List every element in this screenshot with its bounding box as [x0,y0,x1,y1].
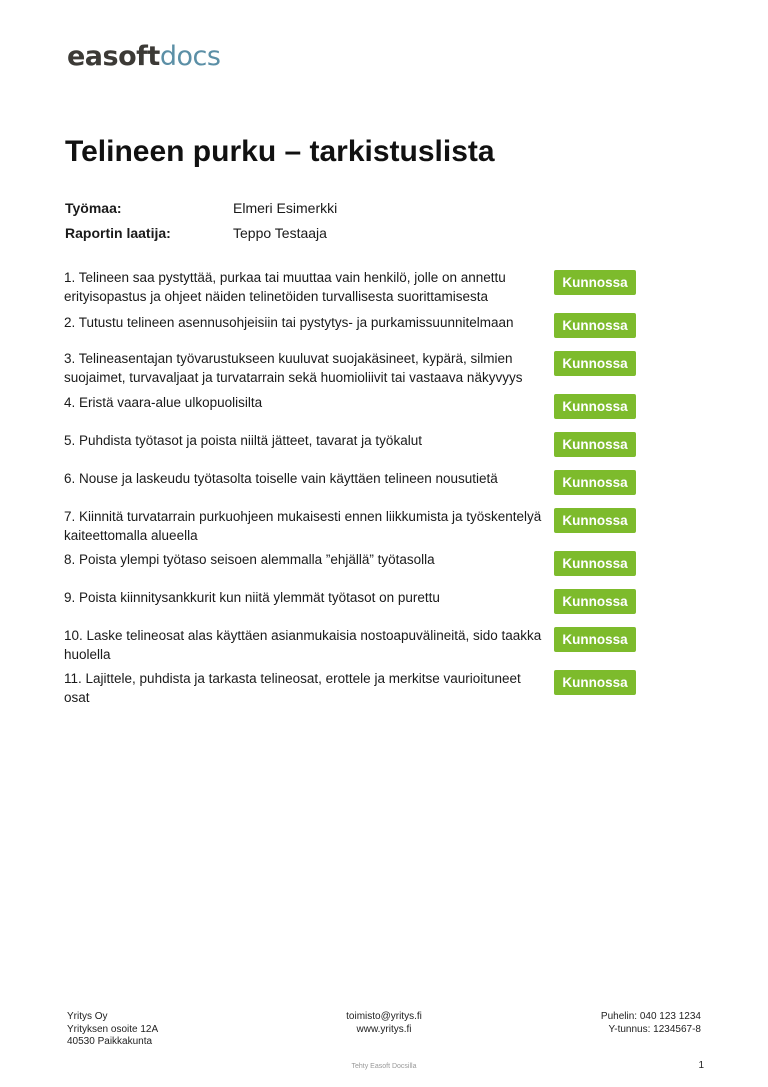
status-badge[interactable]: Kunnossa [554,627,636,652]
info-value: Elmeri Esimerkki [233,200,338,216]
company-city: 40530 Paikkakunta [67,1036,153,1047]
checklist-item [64,349,636,387]
logo-part-docs: docs [159,41,221,72]
status-badge[interactable]: Kunnossa [554,551,636,576]
status-badge[interactable]: Kunnossa [554,470,636,495]
checklist-item [64,626,636,664]
checklist-item-text: 5. Puhdista työtasot ja poista niiltä jätteet, tavarat ja työkalut [64,433,422,448]
checklist-item [64,588,636,607]
company-website[interactable]: www.yritys.fi [356,1023,412,1035]
footer-contact [300,1011,468,1036]
status-badge[interactable]: Kunnossa [554,670,636,695]
checklist-item [64,550,636,569]
status-badge[interactable]: Kunnossa [554,432,636,457]
status-badge[interactable]: Kunnossa [554,589,636,614]
status-badge[interactable]: Kunnossa [554,270,636,295]
logo-part-easoft: easoft [67,41,160,72]
status-badge[interactable]: Kunnossa [554,394,636,419]
checklist-item [64,469,636,488]
checklist-item [64,507,636,545]
company-name: Yritys Oy [67,1011,108,1022]
footer-company [67,1011,158,1049]
status-badge[interactable]: Kunnossa [554,351,636,376]
checklist-item-text: 9. Poista kiinnitysankkurit kun niitä ylemmät työtasot on purettu [64,590,440,605]
info-label: Raportin laatija: [65,225,171,241]
status-badge[interactable]: Kunnossa [554,508,636,533]
company-business-id: Y-tunnus: 1234567-8 [608,1023,701,1035]
checklist-item-text: 2. Tutustu telineen asennusohjeisiin tai pystytys- ja purkamissuunnitelmaan [64,315,514,330]
checklist-item-text: 10. Laske telineosat alas käyttäen asianmukaisia nostoapuvälineitä, sido taakka huolella [64,628,542,662]
info-value: Teppo Testaaja [233,225,327,241]
company-phone: Puhelin: 040 123 1234 [600,1011,701,1022]
footer-ids [601,1011,701,1036]
company-email[interactable]: toimisto@yritys.fi [346,1011,422,1022]
checklist-item [64,393,636,412]
checklist-item [64,268,636,306]
info-row-author [65,224,327,242]
checklist-item-text: 7. Kiinnitä turvatarrain purkuohjeen mukaisesti ennen liikkumista ja työskentelyä kaiteettomalla alueella [64,509,542,543]
checklist-item [64,313,636,332]
checklist-item-text: 11. Lajittele, puhdista ja tarkasta telineosat, erottele ja merkitse vaurioituneet osat [64,671,521,705]
checklist-item-text: 3. Telineasentajan työvarustukseen kuuluvat suojakäsineet, kypärä, silmien suojaimet, turvavaljaat ja turvatarrain sekä huomioliivit tai vastaava näkyvyys [64,351,523,385]
checklist-item-text: 6. Nouse ja laskeudu työtasolta toiselle vain käyttäen telineen nousutietä [64,471,498,486]
page-title: Telineen purku – tarkistuslista [65,135,495,168]
info-row-site [65,199,337,217]
status-badge[interactable]: Kunnossa [554,313,636,338]
generated-by-note: Tehty Easoft Docsilla [351,1063,417,1070]
easoftdocs-logo [67,40,220,74]
company-address: Yrityksen osoite 12A [67,1023,159,1035]
checklist-item-text: 4. Eristä vaara-alue ulkopuolisilta [64,395,263,410]
checklist-item-text: 1. Telineen saa pystyttää, purkaa tai muuttaa vain henkilö, jolle on annettu erityisopastus ja ohjeet näiden telinetöiden turvallisesta suorittamisesta [64,270,506,304]
checklist-item [64,431,636,450]
checklist-item [64,669,636,707]
info-label: Työmaa: [65,200,122,216]
checklist-item-text: 8. Poista ylempi työtaso seisoen alemmalla ”ehjällä” työtasolla [64,552,435,567]
page-number: 1 [698,1060,704,1071]
